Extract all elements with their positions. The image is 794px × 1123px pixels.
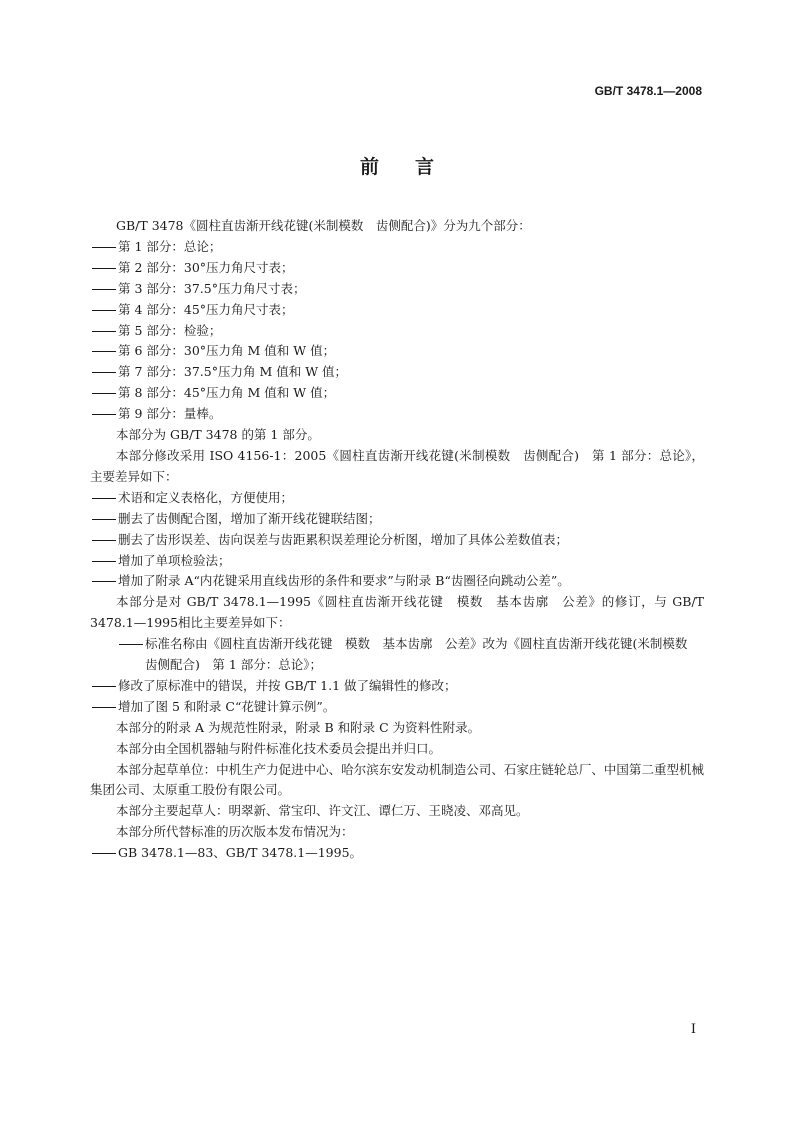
intro-paragraph: GB/T 3478《圆柱直齿渐开线花键(米制模数 齿侧配合)》分为九个部分： [116, 218, 531, 233]
standard-code: GB/T 3478.1—2008 [594, 84, 702, 98]
history-paragraph: 本部分所代替标准的历次版本发布情况为： [116, 824, 354, 840]
drafters-paragraph: 本部分主要起草人：明翠新、常宝印、许文江、谭仁万、王晓凌、邓高见。 [116, 803, 529, 819]
iso-paragraph: 本部分修改采用 ISO 4156-1：2005《圆柱直齿渐开线花键(米制模数 齿侧配合) 第 1 部分：总论》，主要差异如下： [90, 447, 704, 484]
page-title: 前言 [359, 156, 470, 178]
proposed-paragraph: 本部分由全国机器轴与附件标准化技术委员会提出并归口。 [116, 740, 442, 756]
list-item: 第 1 部分：总论； [90, 237, 704, 258]
annex-paragraph: 本部分的附录 A 为规范性附录，附录 B 和附录 C 为资料性附录。 [116, 719, 481, 735]
page-number: I [690, 1022, 696, 1037]
list-item: 第 8 部分：45°压力角 M 值和 W 值； [90, 383, 704, 404]
list-item: 第 4 部分：45°压力角尺寸表； [90, 300, 704, 321]
list-item: 第 9 部分：量棒。 [90, 404, 704, 425]
drafting-units-paragraph: 本部分起草单位：中机生产力促进中心、哈尔滨东安发动机制造公司、石家庄链轮总厂、中国第二重型机械集团公司、太原重工股份有限公司。 [90, 761, 704, 798]
part1-paragraph: 本部分为 GB/T 3478 的第 1 部分。 [116, 427, 320, 443]
list-item: 第 7 部分：37.5°压力角 M 值和 W 值； [90, 362, 704, 383]
list-item: GB 3478.1—83、GB/T 3478.1—1995。 [90, 843, 704, 864]
parts-list [90, 237, 704, 425]
list-item: 增加了单项检验法； [90, 551, 704, 572]
list-item: 删去了齿形误差、齿向误差与齿距累积误差理论分析图，增加了具体公差数值表； [90, 530, 704, 551]
list-item: 增加了图 5 和附录 C“花键计算示例”。 [90, 697, 704, 718]
list-item: 增加了附录 A“内花键采用直线齿形的条件和要求”与附录 B“齿圈径向跳动公差”。 [90, 571, 704, 592]
list-item: 删去了齿侧配合图，增加了渐开线花键联结图； [90, 509, 704, 530]
iso-diff-list [90, 488, 704, 593]
history-list [90, 843, 704, 864]
list-item: 术语和定义表格化，方便使用； [90, 488, 704, 509]
foreword-body [90, 216, 704, 864]
list-item: 修改了原标准中的错误，并按 GB/T 1.1 做了编辑性的修改； [90, 676, 704, 697]
list-item: 第 6 部分：30°压力角 M 值和 W 值； [90, 341, 704, 362]
revision-paragraph: 本部分是对 GB/T 3478.1—1995《圆柱直齿渐开线花键 模数 基本齿廓 公差》的修订，与 GB/T 3478.1—1995相比主要差异如下： [90, 594, 704, 631]
list-item: 第 5 部分：检验； [90, 321, 704, 342]
list-item: 第 3 部分：37.5°压力角尺寸表； [90, 279, 704, 300]
revision-diff-list [90, 634, 704, 718]
list-item: 标准名称由《圆柱直齿渐开线花键 模数 基本齿廓 公差》改为《圆柱直齿渐开线花键(米制模数 齿侧配合) 第 1 部分：总论》； [90, 634, 704, 676]
list-item: 第 2 部分：30°压力角尺寸表； [90, 258, 704, 279]
